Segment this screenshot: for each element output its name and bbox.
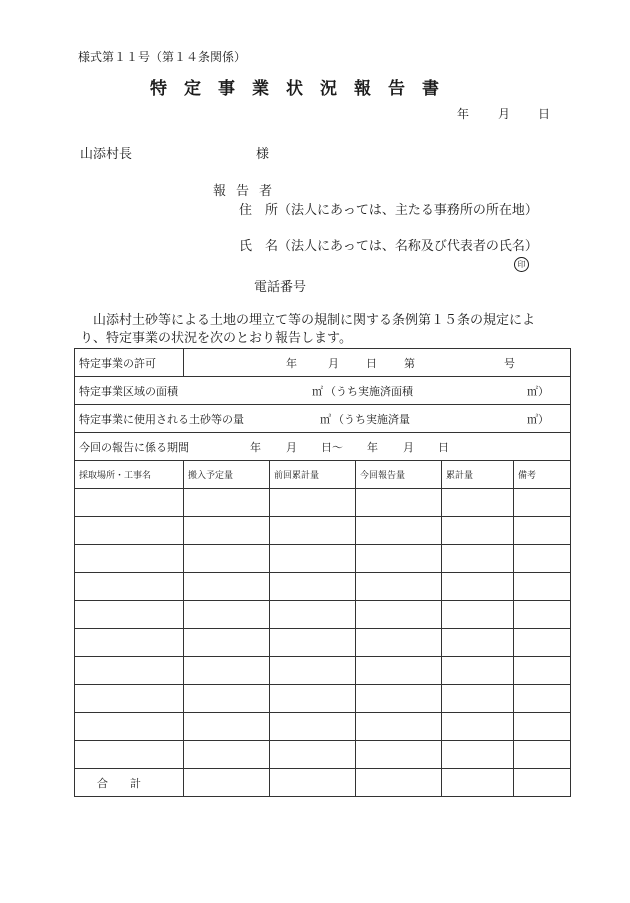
cell-previous[interactable] — [270, 685, 356, 713]
cell-current[interactable] — [356, 545, 442, 573]
period-label: 今回の報告に係る期間 — [79, 440, 189, 454]
cell-remarks[interactable] — [514, 517, 571, 545]
col-header-previous: 前回累計量 — [270, 461, 356, 489]
soil-sub-unit: ㎥） — [527, 412, 549, 426]
soil-label: 特定事業に使用される土砂等の量 — [79, 412, 244, 426]
cell-current[interactable] — [356, 713, 442, 741]
cell-planned[interactable] — [184, 573, 270, 601]
cell-remarks[interactable] — [514, 601, 571, 629]
col-header-current: 今回報告量 — [356, 461, 442, 489]
cell-location[interactable] — [75, 601, 184, 629]
cell-cumulative[interactable] — [442, 741, 514, 769]
report-body-text: 山添村土砂等による土地の埋立て等の規制に関する条例第１５条の規定により、特定事業の状況を次のとおり報告します。 — [80, 313, 536, 346]
permit-month: 月 — [328, 356, 339, 370]
cell-current[interactable] — [356, 601, 442, 629]
cell-previous[interactable] — [270, 713, 356, 741]
cell-location[interactable] — [75, 685, 184, 713]
cell-remarks[interactable] — [514, 713, 571, 741]
cell-location[interactable] — [75, 629, 184, 657]
cell-planned[interactable] — [184, 489, 270, 517]
soil-unit: ㎥ — [320, 412, 331, 426]
total-current[interactable] — [356, 769, 442, 797]
col-header-planned: 搬入予定量 — [184, 461, 270, 489]
document-title: 特定事業状況報告書 — [150, 79, 456, 99]
cell-current[interactable] — [356, 489, 442, 517]
cell-planned[interactable] — [184, 517, 270, 545]
form-number: 様式第１１号（第１４条関係） — [78, 50, 247, 64]
cell-cumulative[interactable] — [442, 657, 514, 685]
soil-cell[interactable] — [75, 405, 571, 433]
table-row — [75, 741, 571, 769]
cell-current[interactable] — [356, 685, 442, 713]
cell-cumulative[interactable] — [442, 685, 514, 713]
cell-previous[interactable] — [270, 517, 356, 545]
permit-dai: 第 — [404, 356, 415, 370]
cell-cumulative[interactable] — [442, 713, 514, 741]
col-header-location: 採取場所・工事名 — [75, 461, 184, 489]
cell-cumulative[interactable] — [442, 489, 514, 517]
cell-cumulative[interactable] — [442, 573, 514, 601]
reporter-address-label: 住 所（法人にあっては、主たる事務所の所在地） — [239, 203, 538, 218]
cell-location[interactable] — [75, 741, 184, 769]
cell-previous[interactable] — [270, 741, 356, 769]
permit-value-cell[interactable] — [184, 349, 571, 377]
cell-cumulative[interactable] — [442, 629, 514, 657]
col-header-cumulative: 累計量 — [442, 461, 514, 489]
cell-previous[interactable] — [270, 489, 356, 517]
permit-year: 年 — [286, 356, 297, 370]
table-row — [75, 489, 571, 517]
cell-previous[interactable] — [270, 629, 356, 657]
cell-planned[interactable] — [184, 629, 270, 657]
total-row — [75, 769, 571, 797]
table-row — [75, 685, 571, 713]
area-cell[interactable] — [75, 377, 571, 405]
cell-current[interactable] — [356, 517, 442, 545]
report-table — [74, 348, 571, 797]
period-year-start: 年 — [250, 440, 261, 454]
cell-location[interactable] — [75, 713, 184, 741]
cell-cumulative[interactable] — [442, 517, 514, 545]
permit-day: 日 — [366, 356, 377, 370]
period-month-start: 月 — [286, 440, 297, 454]
table-row — [75, 657, 571, 685]
cell-previous[interactable] — [270, 657, 356, 685]
cell-planned[interactable] — [184, 601, 270, 629]
cell-previous[interactable] — [270, 573, 356, 601]
cell-location[interactable] — [75, 489, 184, 517]
soil-sub-label: （うち実施済量 — [333, 412, 410, 426]
cell-previous[interactable] — [270, 545, 356, 573]
cell-location[interactable] — [75, 545, 184, 573]
period-year-end: 年 — [367, 440, 378, 454]
column-header-row — [75, 461, 571, 489]
area-sub-label: （うち実施済面積 — [325, 384, 413, 398]
addressee-honorific: 様 — [256, 147, 270, 162]
cell-remarks[interactable] — [514, 573, 571, 601]
total-previous[interactable] — [270, 769, 356, 797]
total-planned[interactable] — [184, 769, 270, 797]
cell-remarks[interactable] — [514, 489, 571, 517]
table-row — [75, 601, 571, 629]
period-month-end: 月 — [403, 440, 414, 454]
total-cumulative[interactable] — [442, 769, 514, 797]
area-unit: ㎡ — [312, 384, 323, 398]
date-day: 日 — [538, 107, 551, 121]
period-day-end: 日 — [438, 440, 449, 454]
seal-mark: 印 — [514, 257, 529, 272]
cell-planned[interactable] — [184, 741, 270, 769]
table-row — [75, 517, 571, 545]
area-sub-unit: ㎡） — [527, 384, 549, 398]
cell-remarks[interactable] — [514, 657, 571, 685]
area-label: 特定事業区域の面積 — [79, 384, 178, 398]
cell-previous[interactable] — [270, 601, 356, 629]
cell-remarks[interactable] — [514, 685, 571, 713]
cell-planned[interactable] — [184, 685, 270, 713]
period-cell[interactable] — [75, 433, 571, 461]
col-header-remarks: 備考 — [514, 461, 571, 489]
cell-planned[interactable] — [184, 713, 270, 741]
cell-current[interactable] — [356, 657, 442, 685]
cell-remarks[interactable] — [514, 741, 571, 769]
cell-planned[interactable] — [184, 657, 270, 685]
table-row — [75, 545, 571, 573]
table-row — [75, 713, 571, 741]
date-year: 年 — [457, 107, 470, 121]
cell-location[interactable] — [75, 517, 184, 545]
soil-row — [75, 405, 571, 433]
date-month: 月 — [498, 107, 511, 121]
cell-planned[interactable] — [184, 545, 270, 573]
total-remarks[interactable] — [514, 769, 571, 797]
reporter-label: 報告者 — [213, 184, 283, 199]
total-label: 合 計 — [75, 769, 184, 797]
table-row — [75, 573, 571, 601]
area-row — [75, 377, 571, 405]
reporter-name-label: 氏 名（法人にあっては、名称及び代表者の氏名） — [239, 239, 538, 254]
cell-current[interactable] — [356, 629, 442, 657]
permit-row — [75, 349, 571, 377]
addressee-name: 山添村長 — [80, 147, 133, 162]
cell-current[interactable] — [356, 573, 442, 601]
cell-remarks[interactable] — [514, 629, 571, 657]
cell-cumulative[interactable] — [442, 601, 514, 629]
period-row — [75, 433, 571, 461]
cell-cumulative[interactable] — [442, 545, 514, 573]
cell-location[interactable] — [75, 657, 184, 685]
cell-remarks[interactable] — [514, 545, 571, 573]
period-day-start: 日～ — [321, 440, 343, 454]
cell-current[interactable] — [356, 741, 442, 769]
table-row — [75, 629, 571, 657]
reporter-phone-label: 電話番号 — [254, 280, 307, 295]
cell-location[interactable] — [75, 573, 184, 601]
permit-go: 号 — [504, 356, 515, 370]
permit-label: 特定事業の許可 — [75, 349, 184, 377]
